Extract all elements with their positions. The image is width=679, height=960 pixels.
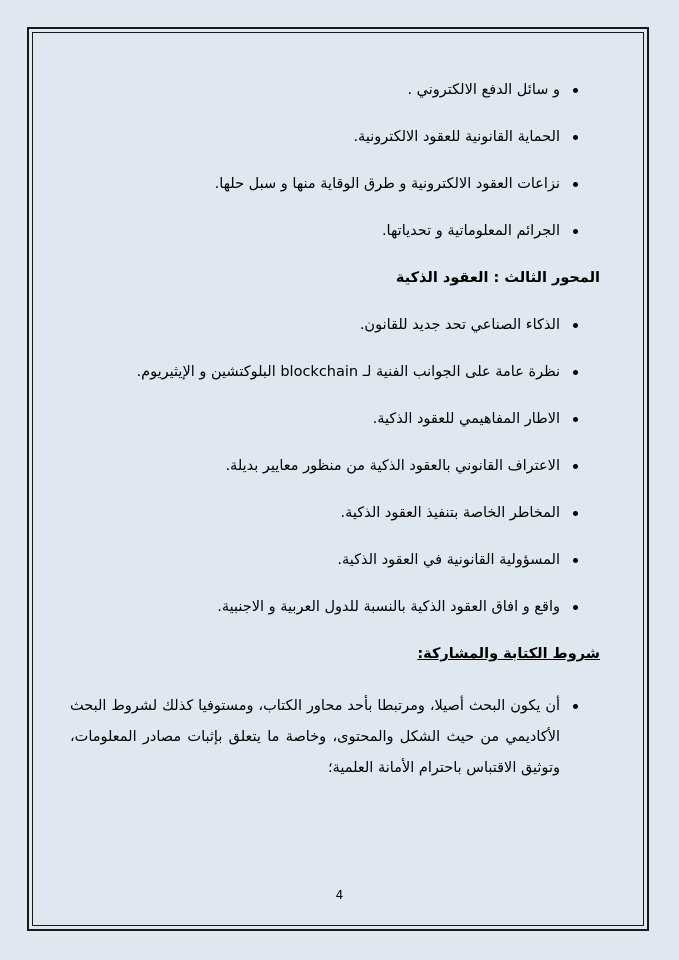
bullet-icon [573,704,578,709]
bullet-icon [573,417,578,422]
list-item [70,503,600,523]
list-item-text: نزاعات العقود الالكترونية و طرق الوقاية منها و سبل حلها. [214,176,560,192]
list-item [70,221,600,241]
bullet-icon [573,88,578,93]
bullet-icon [573,370,578,375]
list-item [70,127,600,147]
list-item-text: المخاطر الخاصة بتنفيذ العقود الذكية. [340,505,560,521]
list-item [70,80,600,100]
bullet-icon [573,464,578,469]
bullet-icon [573,182,578,187]
bullet-icon [573,511,578,516]
section3-list [70,315,600,617]
list-item-text: الذكاء الصناعي تحد جديد للقانون. [359,317,560,333]
list-item-text: المسؤولية القانونية في العقود الذكية. [337,552,560,568]
list-item-text: الاعتراف القانوني بالعقود الذكية من منظور معايير بديلة. [225,458,560,474]
list-item-text: الحماية القانونية للعقود الالكترونية. [353,129,560,145]
list-item [70,174,600,194]
list-item-text: و سائل الدفع الالكتروني . [407,82,560,98]
section2-list [70,80,600,241]
list-item-text: الاطار المفاهيمي للعقود الذكية. [372,411,560,427]
bullet-icon [573,323,578,328]
list-item [70,362,600,382]
list-item-text: واقع و افاق العقود الذكية بالنسبة للدول العربية و الاجنبية. [217,599,560,615]
list-item [70,315,600,335]
list-item [70,550,600,570]
conditions-item-text: أن يكون البحث أصيلا، ومرتبطا بأحد محاور الكتاب، ومستوفيا كذلك لشروط البحث الأكاديمي من حيث الشكل والمحتوى، وخاصة ما يتعلق بإثبات مصادر المعلومات، وتوثيق الاقتباس باحترام الأمانة العلمية؛ [70,698,560,776]
document-content [70,80,600,784]
list-item-text: نظرة عامة على الجوانب الفنية لـ blockchain البلوكتشين و الإيثيريوم. [136,364,560,380]
list-item-text: الجرائم المعلوماتية و تحدياتها. [381,223,560,239]
page-number: 4 [335,888,344,902]
section3-heading: المحور الثالث : العقود الذكية [395,270,600,286]
bullet-icon [573,558,578,563]
conditions-heading: شروط الكتابة والمشاركة: [417,646,600,662]
bullet-icon [573,605,578,610]
list-item [70,456,600,476]
list-item [70,597,600,617]
conditions-item [70,691,600,784]
list-item [70,409,600,429]
bullet-icon [573,135,578,140]
bullet-icon [573,229,578,234]
